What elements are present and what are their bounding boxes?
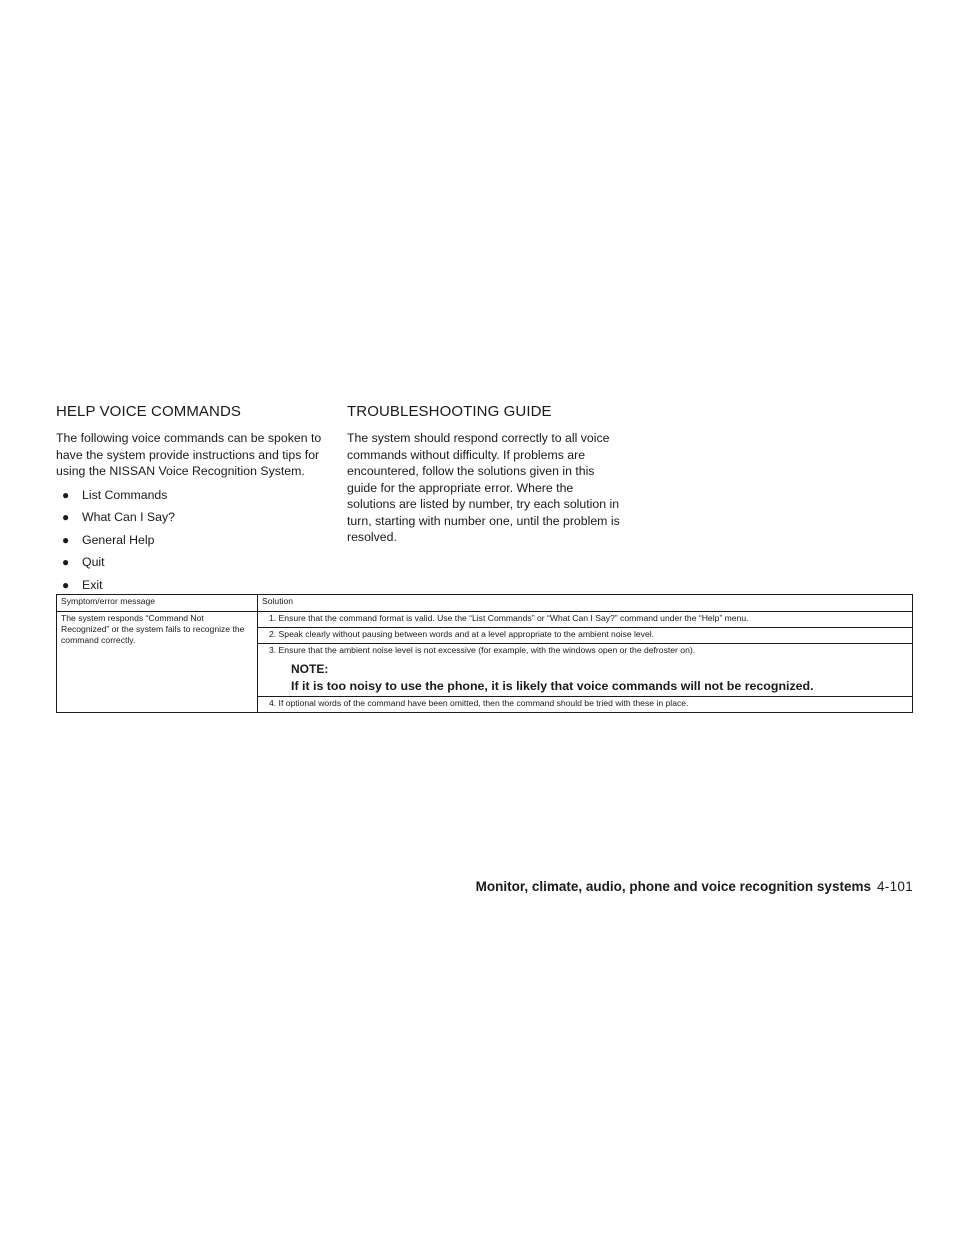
list-item: ● What Can I Say?: [62, 506, 331, 529]
solution-cell: 1. Ensure that the command format is valid. Use the “List Commands” or “What Can I Say?” command under the “Help” menu.: [258, 612, 913, 628]
symptom-cell: The system responds “Command Not Recognized” or the system fails to recognize the command correctly.: [57, 612, 258, 713]
bullet-icon: ●: [62, 487, 70, 502]
page-number: 4-101: [876, 879, 913, 894]
solution-cell: 2. Speak clearly without pausing between words and at a level appropriate to the ambient noise level.: [258, 628, 913, 644]
troubleshooting-section: [347, 403, 622, 546]
list-item: ● General Help: [62, 529, 331, 552]
table-row: [57, 612, 913, 628]
solution-text: 3. Ensure that the ambient noise level is not excessive (for example, with the windows open or the defroster on).: [269, 645, 696, 655]
list-item: ● Quit: [62, 551, 331, 574]
footer-section-title: Monitor, climate, audio, phone and voice recognition systems: [475, 879, 871, 894]
troubleshooting-heading: TROUBLESHOOTING GUIDE: [347, 403, 552, 420]
bullet-icon: ●: [62, 532, 70, 547]
page-footer: [476, 879, 913, 894]
note-text: If it is too noisy to use the phone, it is likely that voice commands will not be recognized.: [291, 679, 814, 693]
solution-cell-with-note: [258, 644, 913, 697]
table-header-row: [57, 595, 913, 612]
help-voice-commands-section: [56, 403, 331, 596]
bullet-icon: ●: [62, 555, 70, 569]
list-item: ● Exit: [62, 574, 331, 597]
help-intro: The following voice commands can be spoken to have the system provide instructions and tips for using the NISSAN Voice Recognition System.: [56, 431, 322, 478]
symptom-column-header: Symptom/error message: [57, 595, 258, 612]
help-command-list: [56, 484, 331, 597]
help-heading: HELP VOICE COMMANDS: [56, 403, 241, 420]
solution-column-header: Solution: [258, 595, 913, 612]
bullet-icon: ●: [62, 577, 70, 592]
troubleshooting-intro: The system should respond correctly to all voice commands without difficulty. If problems are encountered, follow the solutions given in this guide for the appropriate error. Where the solutions are listed by number, try each solution in turn, starting with number one, until the problem is resolved.: [347, 431, 620, 544]
troubleshooting-table: [56, 594, 913, 713]
solution-cell: 4. If optional words of the command have been omitted, then the command should be tried with these in place.: [258, 697, 913, 713]
bullet-icon: ●: [62, 510, 70, 524]
note-heading: NOTE:: [291, 662, 329, 676]
list-item: ● List Commands: [62, 484, 331, 507]
